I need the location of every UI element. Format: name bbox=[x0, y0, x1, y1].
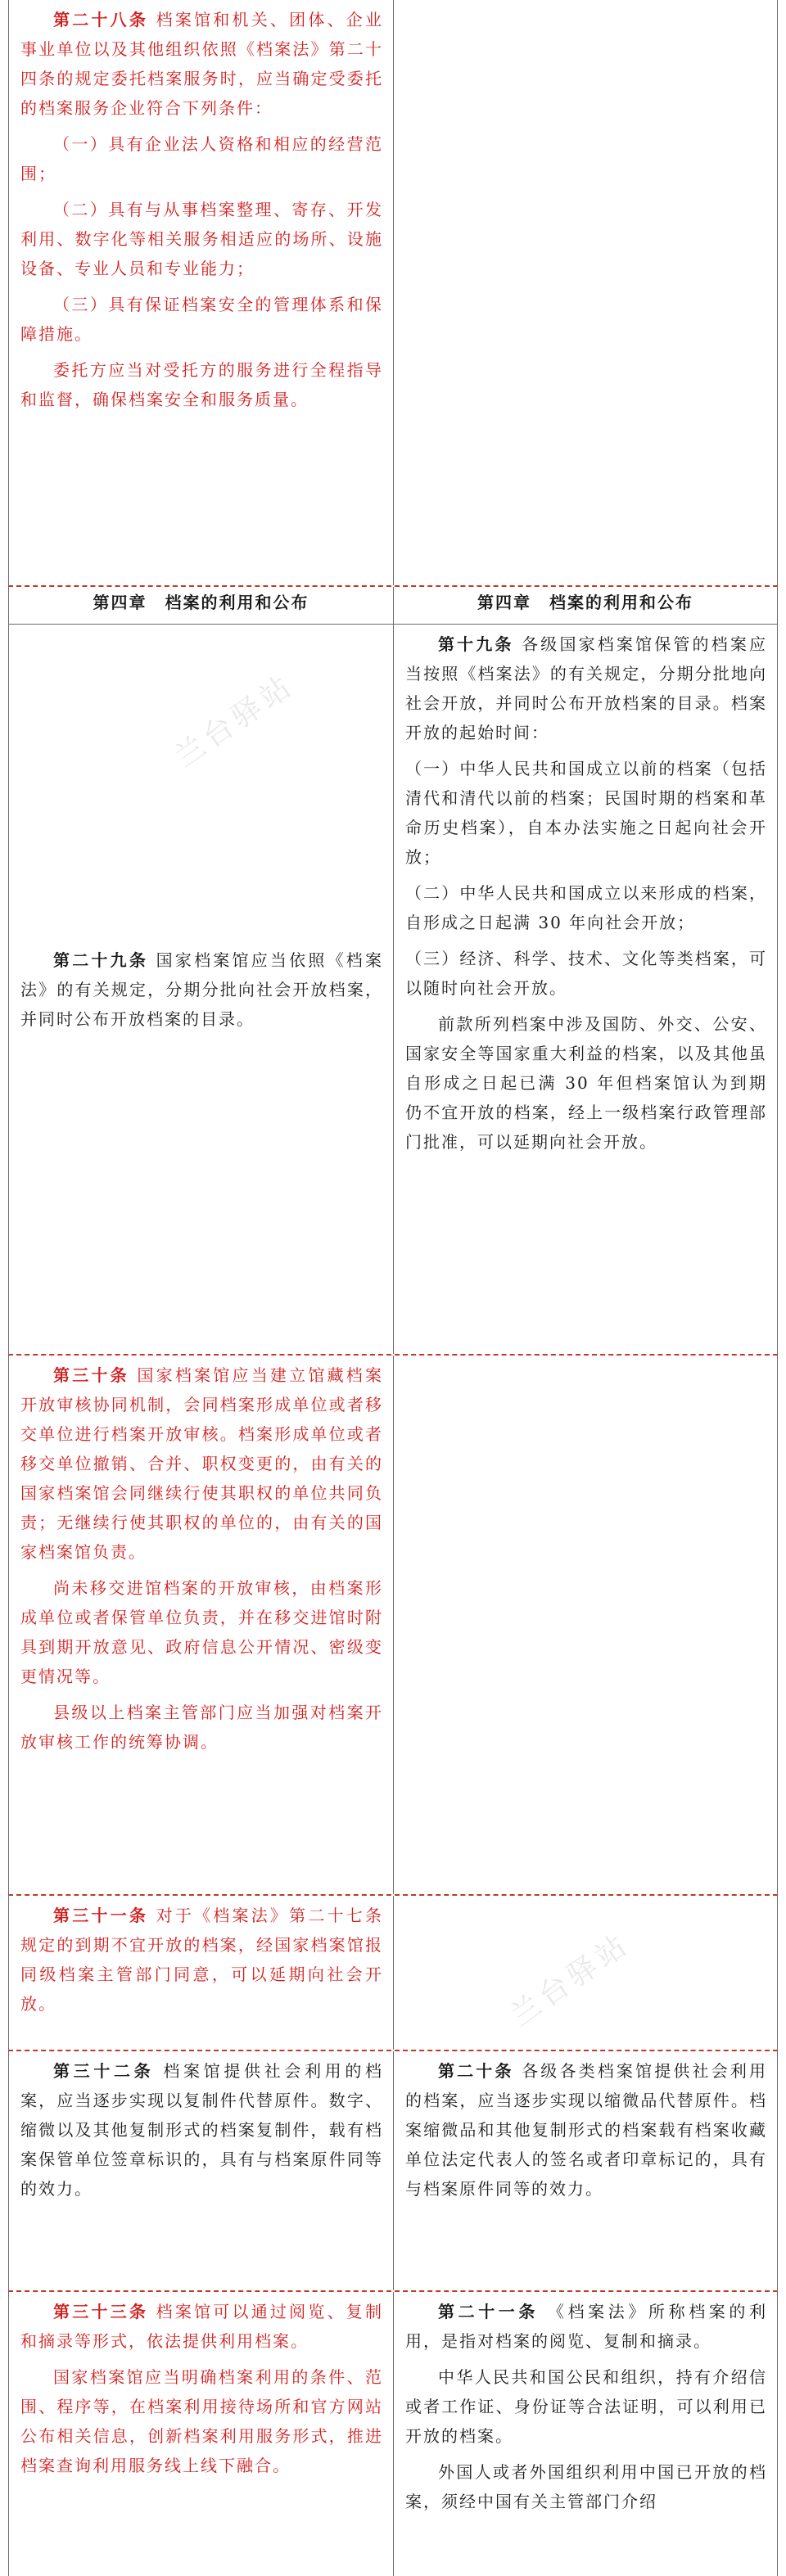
table-row bbox=[8, 1356, 778, 1896]
article-paragraph: （二）具有与从事档案整理、寄存、开发利用、数字化等相关服务相适应的场所、设施设备、专业人员和专业能力； bbox=[20, 200, 383, 278]
chapter-title-right: 第四章 档案的利用和公布 bbox=[393, 587, 777, 624]
article-paragraph: 第三十一条 对于《档案法》第二十七条规定的到期不宜开放的档案，经国家档案馆报同级档案主管部门同意，可以延期向社会开放。 bbox=[20, 1906, 384, 2014]
article-paragraph: 委托方应当对受托方的服务进行全程指导和监督，确保档案安全和服务质量。 bbox=[20, 360, 383, 409]
article-paragraph: （二）中华人民共和国成立以来形成的档案，自形成之日起满 30 年向社会开放； bbox=[405, 883, 767, 932]
article-number: 第十九条 bbox=[438, 634, 514, 654]
article-paragraph: 中华人民共和国公民和组织，持有介绍信或者工作证、身份证等合法证明，可以利用已开放的档案。 bbox=[405, 2367, 767, 2446]
watermark: 兰台驿站 bbox=[169, 667, 301, 774]
right-cell-empty bbox=[393, 0, 777, 585]
chapter-header-row bbox=[8, 587, 778, 625]
article-paragraph: 外国人或者外国组织利用中国已开放的档案，须经中国有关主管部门介绍 bbox=[405, 2462, 767, 2511]
table-row bbox=[8, 2292, 778, 2576]
watermark: 兰台驿站 bbox=[504, 1926, 637, 2033]
article-paragraph: 第二十九条 国家档案馆应当依照《档案法》的有关规定，分期分批向社会开放档案，并同时公布开放档案的目录。 bbox=[20, 950, 384, 1029]
right-cell-empty bbox=[393, 1356, 777, 1894]
article-paragraph: 前款所列档案中涉及国防、外交、公安、国家安全等国家重大利益的档案，以及其他虽自形成之日起已满 30 年但档案馆认为到期仍不宜开放的档案，经上一级档案行政管理部门批准，可以延期向社会开放。 bbox=[405, 1014, 767, 1152]
right-cell bbox=[393, 2051, 777, 2290]
right-cell bbox=[393, 2292, 777, 2576]
article-paragraph: 国家档案馆应当明确档案利用的条件、范围、程序等，在档案利用接待场所和官方网站公布相关信息，创新档案利用服务形式，推进档案查询利用服务线上线下融合。 bbox=[20, 2367, 383, 2475]
article-paragraph: 第二十条 各级各类档案馆提供社会利用的档案，应当逐步实现以缩微品代替原件。档案缩微品和其他复制形式的档案载有档案收藏单位法定代表人的签名或者印章标记的，具有与档案原件同等的效力。 bbox=[405, 2061, 768, 2199]
right-cell-empty bbox=[393, 1896, 777, 2050]
article-paragraph: 尚未移交进馆档案的开放审核，由档案形成单位或者保管单位负责，并在移交进馆时附具到期开放意见、政府信息公开情况、密级变更情况等。 bbox=[20, 1578, 383, 1686]
table-row bbox=[8, 625, 778, 1356]
article-number: 第三十一条 bbox=[53, 1906, 149, 1925]
table-row bbox=[8, 2051, 778, 2292]
article-paragraph: 第三十二条 档案馆提供社会利用的档案，应当逐步实现以复制件代替原件。数字、缩微以及其他复制形式的档案复制件，载有档案保管单位签章标识的，具有与档案原件同等的效力。 bbox=[20, 2061, 384, 2199]
right-cell bbox=[393, 625, 777, 1354]
article-paragraph: 县级以上档案主管部门应当加强对档案开放审核工作的统筹协调。 bbox=[20, 1703, 383, 1752]
article-paragraph: 第三十三条 档案馆可以通过阅览、复制和摘录等形式，依法提供利用档案。 bbox=[20, 2302, 384, 2351]
left-cell bbox=[9, 1896, 393, 2050]
chapter-title-left: 第四章 档案的利用和公布 bbox=[93, 593, 309, 612]
article-number: 第二十一条 bbox=[438, 2302, 540, 2321]
article-paragraph: 第二十八条 档案馆和机关、团体、企业事业单位以及其他组织依照《档案法》第二十四条的规定委托档案服务时，应当确定受委托的档案服务企业符合下列条件： bbox=[20, 10, 384, 118]
left-cell bbox=[9, 1356, 393, 1894]
article-number: 第三十二条 bbox=[53, 2061, 155, 2081]
comparison-table bbox=[8, 0, 778, 2576]
table-row bbox=[8, 0, 778, 587]
article-paragraph: （三）具有保证档案安全的管理体系和保障措施。 bbox=[20, 295, 383, 344]
article-paragraph: （一）中华人民共和国成立以前的档案（包括清代和清代以前的档案；民国时期的档案和革命历史档案），自本办法实施之日起向社会开放； bbox=[405, 759, 767, 867]
left-cell bbox=[9, 2292, 393, 2576]
article-paragraph: 第二十一条 《档案法》所称档案的利用，是指对档案的阅览、复制和摘录。 bbox=[405, 2302, 768, 2351]
article-paragraph: （三）经济、科学、技术、文化等类档案，可以随时向社会开放。 bbox=[405, 949, 767, 998]
article-number: 第三十条 bbox=[53, 1365, 129, 1385]
article-number: 第二十九条 bbox=[53, 950, 149, 970]
article-number: 第二十八条 bbox=[53, 10, 149, 29]
article-paragraph: 第三十条 国家档案馆应当建立馆藏档案开放审核协同机制，会同档案形成单位或者移交单位进行档案开放审核。档案形成单位或者移交单位撤销、合并、职权变更的，由有关的国家档案馆会同继续行使其职权的单位共同负责；无继续行使其职权的单位的，由有关的国家档案馆负责。 bbox=[20, 1365, 384, 1562]
left-cell bbox=[9, 625, 393, 1354]
left-cell bbox=[9, 2051, 393, 2290]
table-row bbox=[8, 1896, 778, 2051]
article-number: 第二十条 bbox=[438, 2061, 514, 2081]
article-paragraph: （一）具有企业法人资格和相应的经营范围； bbox=[20, 134, 383, 183]
article-number: 第三十三条 bbox=[53, 2302, 149, 2321]
article-paragraph: 第十九条 各级国家档案馆保管的档案应当按照《档案法》的有关规定，分期分批地向社会开放，并同时公布开放档案的目录。档案开放的起始时间： bbox=[405, 634, 768, 742]
left-cell bbox=[9, 0, 393, 585]
